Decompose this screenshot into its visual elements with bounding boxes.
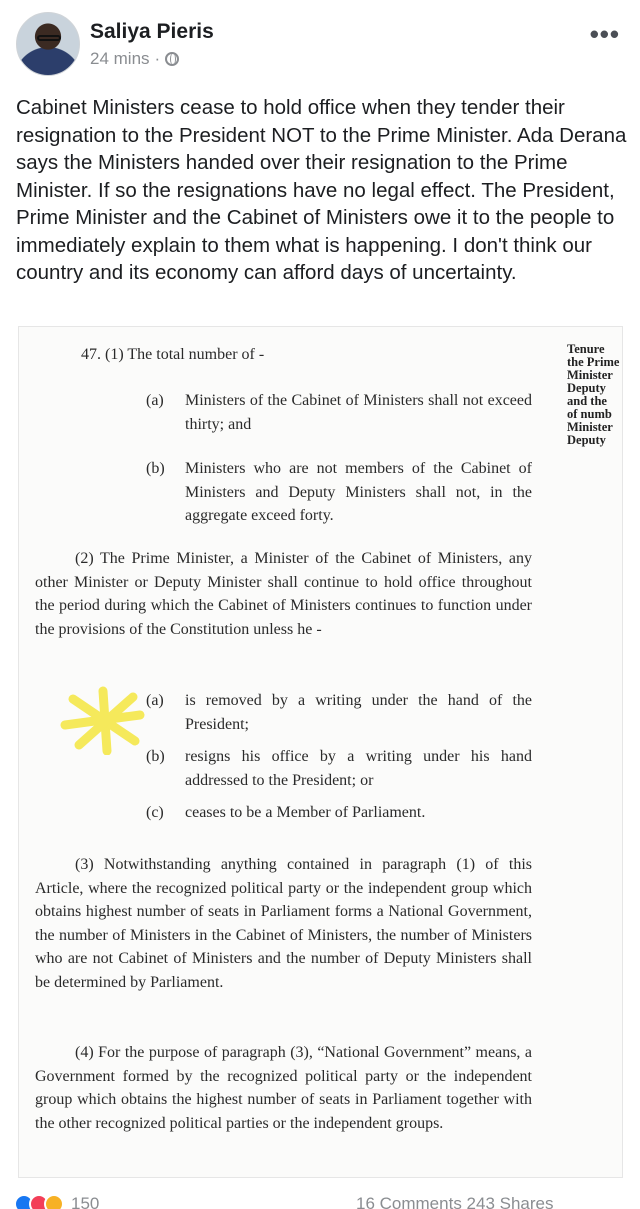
side-note-line: of numb: [567, 407, 612, 421]
avatar[interactable]: [16, 12, 80, 76]
yellow-highlight-mark: [55, 685, 155, 760]
clause-2a: is removed by a writing under the hand of the President;: [185, 692, 532, 733]
post-footer: [0, 1192, 640, 1209]
side-note-line: Tenure: [567, 343, 605, 356]
attached-document-image[interactable]: [18, 326, 623, 1178]
clause-label: (c): [146, 804, 164, 821]
clause-2c: ceases to be a Member of Parliament.: [185, 804, 426, 821]
meta-separator: ·: [154, 49, 161, 68]
article-47-heading-text: 47. (1) The total number of -: [81, 346, 265, 363]
comments-shares-count[interactable]: 16 Comments 243 Shares: [356, 1194, 554, 1209]
post-time[interactable]: 24 mins: [90, 49, 150, 68]
reaction-count: 150: [71, 1194, 100, 1209]
clause-label: (a): [146, 392, 164, 409]
post-header: [0, 0, 640, 90]
side-note-line: Minister: [567, 368, 613, 382]
article-47-heading: [81, 343, 264, 367]
clause-1b: Ministers who are not members of the Cabinet of Ministers and Deputy Ministers shall not, in the aggregate exceed forty.: [185, 460, 532, 524]
more-options-icon[interactable]: •••: [589, 19, 620, 49]
clause-3: (3) Notwithstanding anything contained in paragraph (1) of this Article, where the recognized political party or the independent group which obtains highest number of seats in Parliament forms a National Government, the number of Ministers in the Cabinet of Ministers, the number of Ministers who are not Cabinet of Ministers and the number of Deputy Ministers shall be determined by Parliament.: [35, 856, 532, 991]
clause-label: (a): [146, 692, 164, 709]
clause-1a: Ministers of the Cabinet of Ministers shall not exceed thirty; and: [185, 392, 532, 433]
reactions-summary[interactable]: [14, 1194, 99, 1209]
side-note-line: Deputy: [567, 433, 606, 447]
side-note-line: Minister: [567, 420, 613, 434]
side-note-line: Deputy: [567, 381, 606, 395]
post-text: Cabinet Ministers cease to hold office when they tender their resignation to the President NOT to the Prime Minister. Ada Derana says the Ministers handed over their resignation to the Prime Minister. If so the resignations have no legal effect. The President, Prime Minister and the Cabinet of Ministers owe it to the people to immediately explain to them what is happening. I don't think our country and its economy can afford days of uncertainty.: [16, 96, 627, 284]
side-note-line: the Prime: [567, 355, 620, 369]
clause-2: (2) The Prime Minister, a Minister of the Cabinet of Ministers, any other Minister or Deputy Minister shall continue to hold office throughout the period during which the Cabinet of Ministers continues to function under the provisions of the Constitution unless he -: [35, 550, 532, 638]
wow-icon: [44, 1194, 64, 1209]
clause-label: (b): [146, 460, 165, 477]
side-note: [567, 343, 623, 447]
side-note-line: and the: [567, 394, 607, 408]
globe-icon: [165, 52, 179, 66]
clause-2b: resigns his office by a writing under his hand addressed to the President; or: [185, 748, 532, 789]
author-name[interactable]: Saliya Pieris: [90, 20, 214, 43]
post-meta: [90, 49, 179, 69]
clause-label: (b): [146, 748, 165, 765]
clause-4: (4) For the purpose of paragraph (3), “National Government” means, a Government formed by the recognized political party or the independent group which obtains the highest number of seats in Parliament together with the other recognized political parties or the independent groups.: [35, 1044, 532, 1132]
